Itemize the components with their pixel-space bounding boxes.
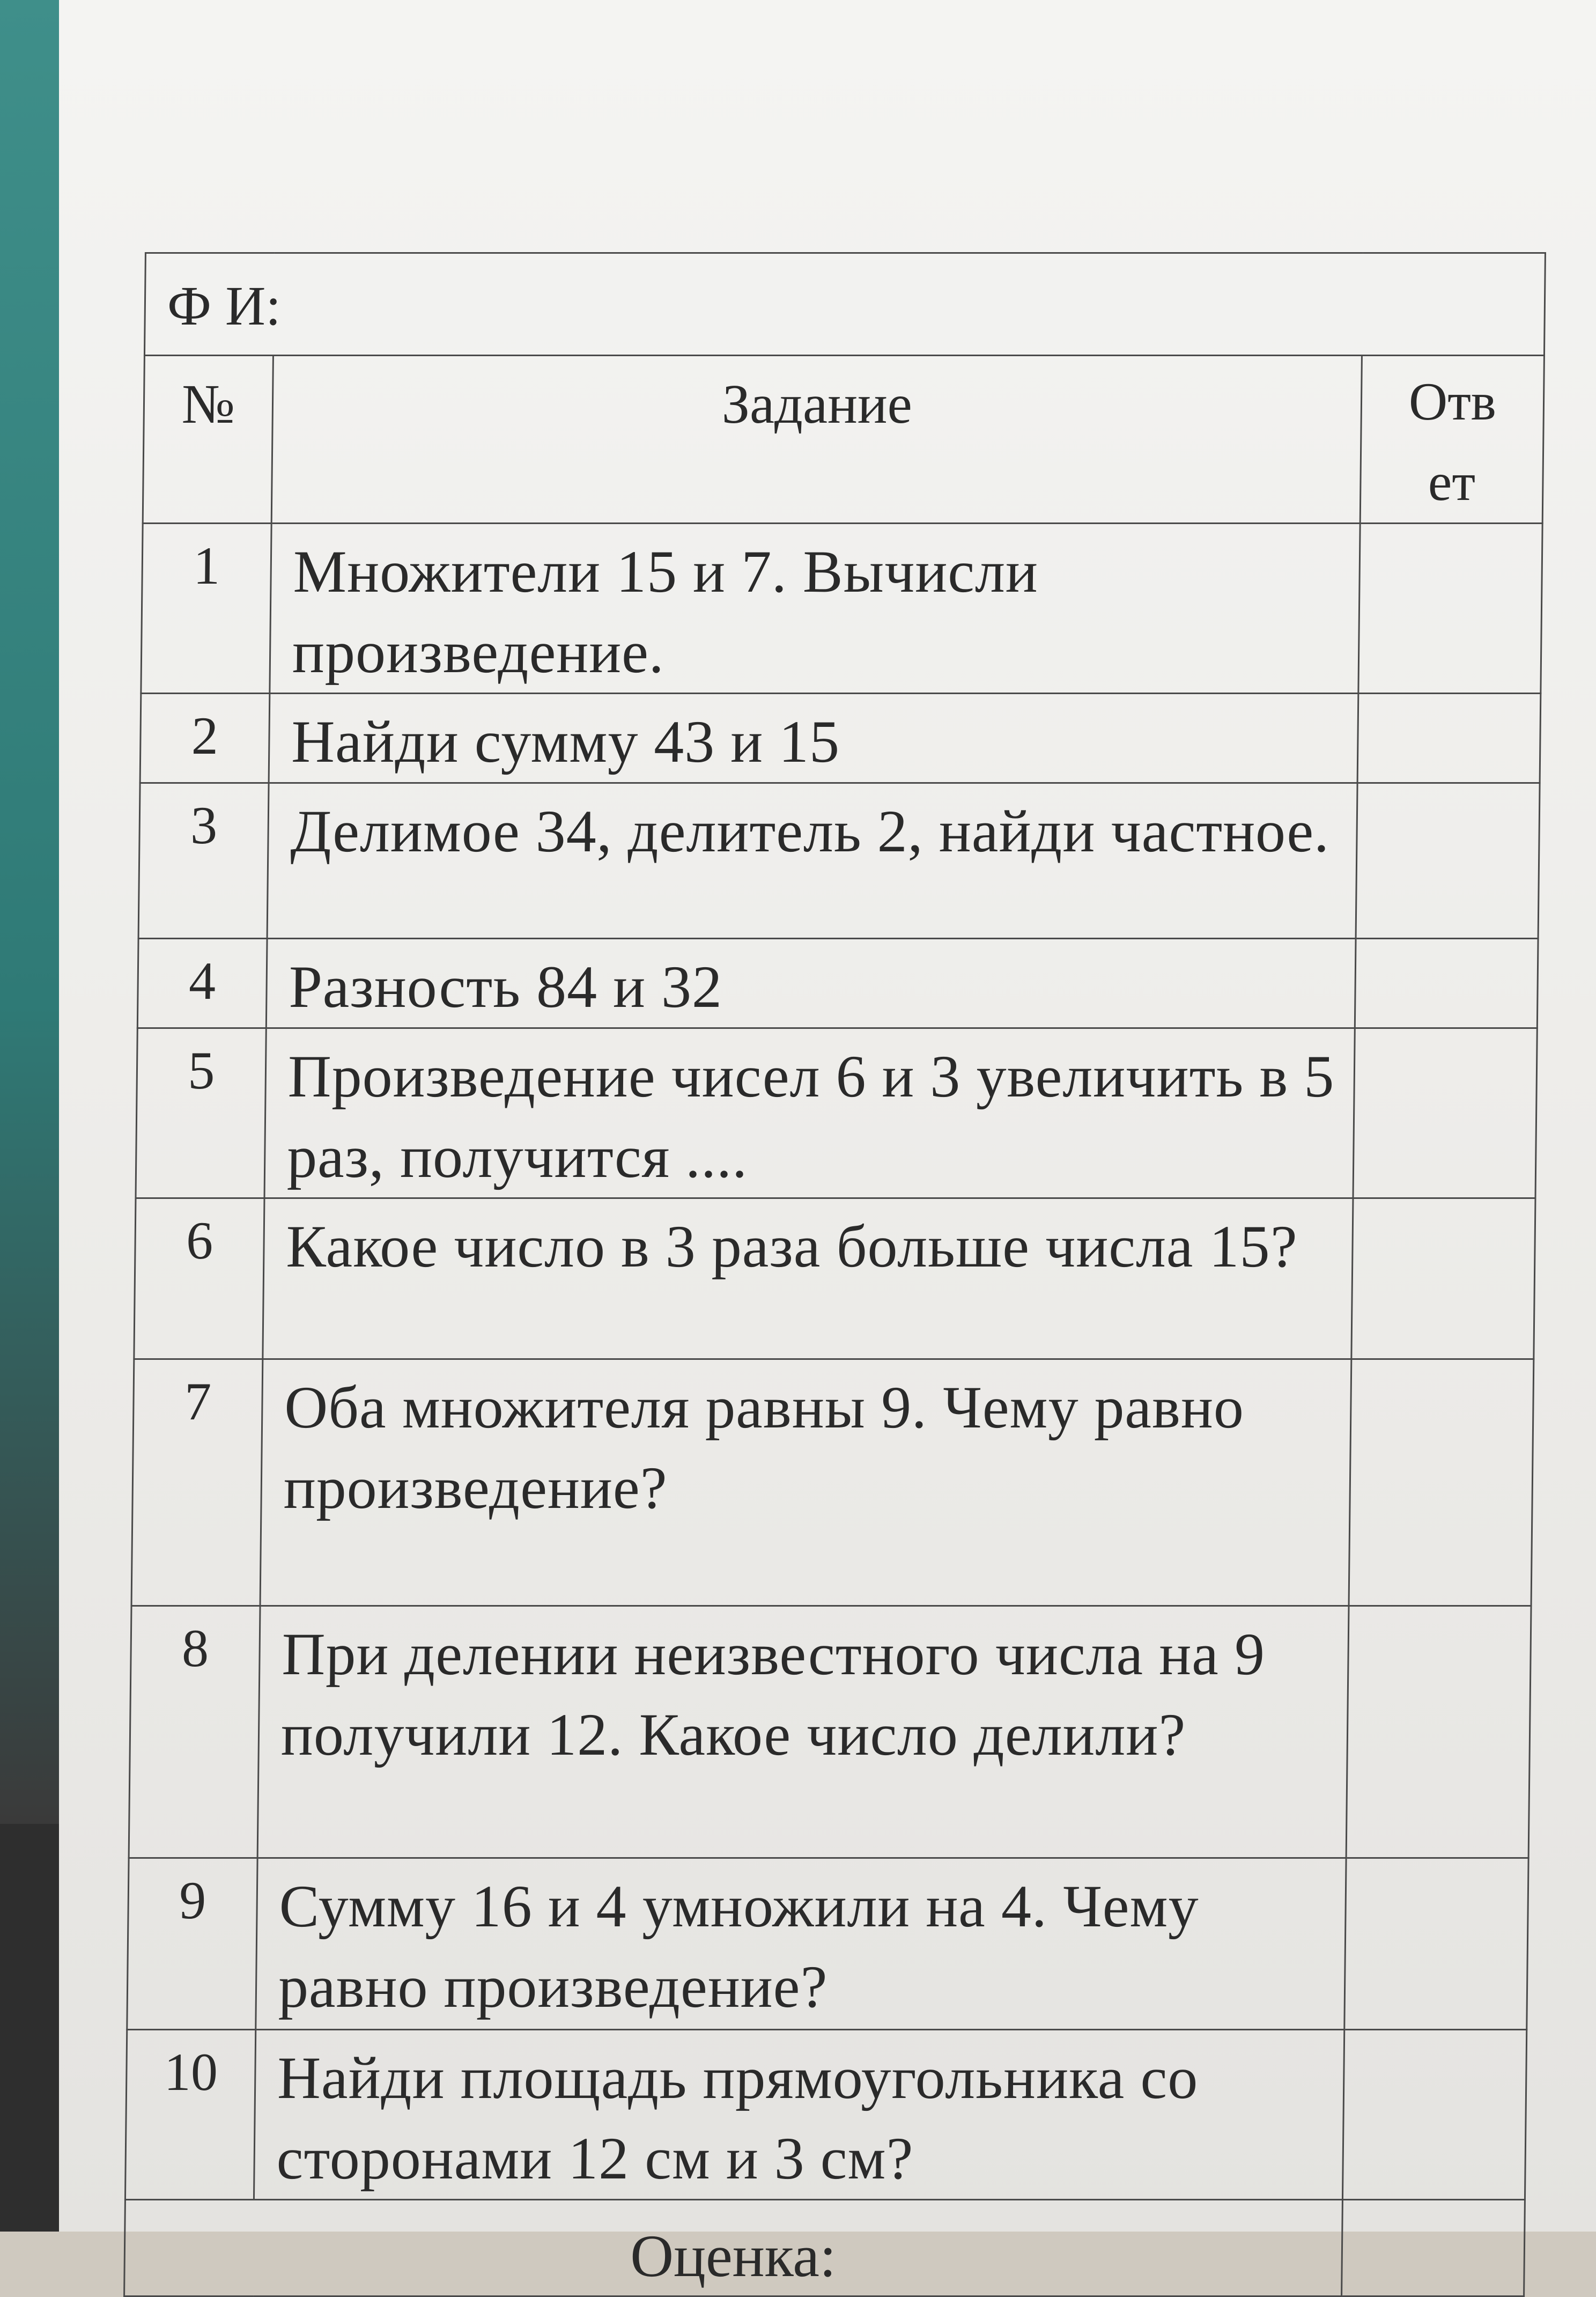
number-header-text: № (181, 373, 235, 435)
task-row (131, 1359, 1534, 1606)
answer-field[interactable] (1346, 1606, 1531, 1858)
paper-sheet (59, 0, 1596, 2289)
student-name-row (144, 253, 1545, 356)
student-name-label: Ф И: (167, 275, 282, 337)
answer-field[interactable] (1349, 1359, 1534, 1606)
grade-field[interactable] (1342, 2200, 1525, 2296)
grade-label: Оценка: (124, 2200, 1343, 2296)
task-number: 1 (141, 524, 271, 694)
answer-field[interactable] (1353, 1028, 1537, 1198)
answer-header-line2: ет (1428, 452, 1476, 512)
answer-field[interactable] (1355, 939, 1538, 1028)
task-row (127, 1858, 1528, 2030)
answer-header (1360, 356, 1544, 524)
worksheet-table (123, 252, 1546, 2297)
task-text: При делении неизвестного числа на 9 получили 12. Какое число делили? (257, 1606, 1349, 1858)
task-number: 7 (131, 1359, 263, 1606)
task-number: 4 (137, 939, 267, 1028)
task-header (271, 356, 1362, 524)
answer-header-line1: Отв (1408, 372, 1497, 431)
task-number: 10 (125, 2030, 255, 2200)
task-number: 9 (127, 1858, 257, 2030)
task-row (140, 694, 1541, 783)
task-row (136, 1028, 1537, 1198)
task-row (137, 939, 1538, 1028)
answer-field[interactable] (1356, 783, 1540, 939)
task-row (129, 1606, 1531, 1858)
task-number: 6 (134, 1198, 264, 1359)
task-row (134, 1198, 1535, 1359)
answer-field[interactable] (1357, 694, 1541, 783)
task-text: Разность 84 и 32 (266, 939, 1356, 1028)
task-number: 8 (129, 1606, 260, 1858)
header-row (143, 356, 1544, 524)
task-header-text: Задание (721, 373, 913, 435)
task-text: Какое число в 3 раза больше числа 15? (263, 1198, 1353, 1359)
task-text: Найди площадь прямоугольника со сторонами 12 см и 3 см? (254, 2030, 1344, 2200)
task-row (141, 524, 1542, 694)
student-name-field[interactable] (144, 253, 1545, 356)
task-row (138, 783, 1540, 939)
task-text: Делимое 34, делитель 2, найди частное. (267, 783, 1357, 939)
answer-field[interactable] (1358, 524, 1542, 694)
answer-field[interactable] (1342, 2030, 1526, 2200)
task-row (125, 2030, 1526, 2200)
task-text: Произведение чисел 6 и 3 увеличить в 5 раз, получится .... (264, 1028, 1355, 1198)
number-header (143, 356, 273, 524)
task-text: Найди сумму 43 и 15 (269, 694, 1358, 783)
task-number: 2 (140, 694, 270, 783)
answer-field[interactable] (1351, 1198, 1535, 1359)
answer-field[interactable] (1344, 1858, 1528, 2030)
task-number: 3 (138, 783, 269, 939)
task-number: 5 (136, 1028, 266, 1198)
grade-row (124, 2200, 1525, 2296)
task-text: Оба множителя равны 9. Чему равно произведение? (260, 1359, 1351, 1606)
task-text: Множители 15 и 7. Вычисли произведение. (270, 524, 1360, 694)
task-text: Сумму 16 и 4 умножили на 4. Чему равно произведение? (256, 1858, 1346, 2030)
